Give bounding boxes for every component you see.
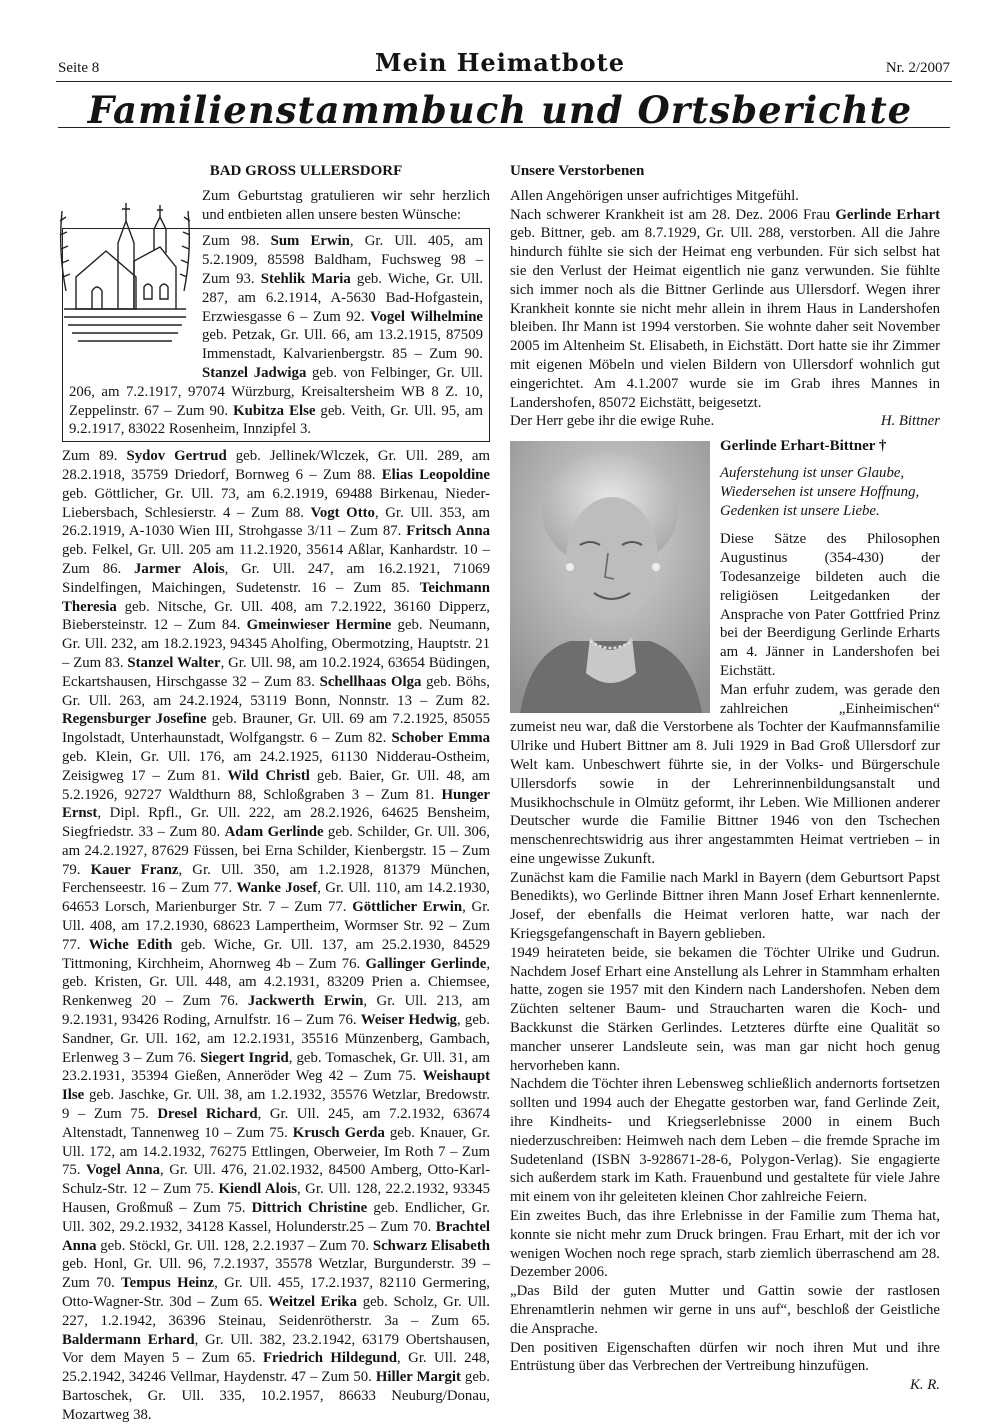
birthday-details: , Gr. Ull. 455, 17.2.1937, 82110 Germering, Otto-Wagner-Str. 30d – [62,1275,490,1311]
deceased-heading: Gerlinde Erhart-Bittner † [720,438,887,455]
masthead-logo: Mein Heimatbote [375,48,625,77]
birthday-details: geb. Veith, Gr. Ull. 95, am 9.2.1917, 83022 Rosenheim, Innzipfel 3. [69,402,483,438]
obituary-column [510,162,940,1395]
obituary-text: Nach schwerer Krankheit ist am 28. Dez. 2006 Frau Gerlinde Erhart geb. Bittner, geb. am 8.7.1929, Gr. Ull. 288, verstorben. All die Jahre hindurch fühlte sie sich der Heimat eng verbunden. Für sich selbst hat sie den Verlust der Heimat eigentlich nie ganz verwunden. Sie fühlte sich immer noch als die Bittner Gerlinde aus Ullersdorf. Wegen ihrer Krankheit konnte sie nicht mehr allein in ihrem Haus in Landershofen bleiben. Ihr Mann ist 1994 verstorben. Sie wohnte daher seit November 2005 im Altenheim St. Elisabeth, in Eichstätt. Dort hatte sie ihr Zimmer mit eigenen Möbeln und vielen Bildern von Ullersdorf wohnlich gut eingerichtet. Am 4.1.2007 wurde sie im Grab ihres Mannes in Landershofen, 85072 Eichstätt, beigesetzt. [510,206,940,411]
closing-line: Der Herr gebe ihr die ewige Ruhe. H. Bittner [510,413,940,430]
birthday-name: Vogt Otto [310,504,375,521]
birthday-name: Siegert Ingrid [200,1049,289,1066]
portrait-photo [510,441,710,713]
birthday-age: Zum 82. [435,692,490,709]
birthday-name: Hunger Ernst [62,786,490,822]
birthday-name: Tempus Heinz [121,1275,215,1292]
birthday-details: , Gr. Ull. 382, 23.2.1942, 63179 Obertshausen, Vor dem Mayen 5 – [62,1331,490,1367]
birthday-details: , Gr. Ull. 408, am 17.2.1930, 68623 Lampertheim, Wormser Str. 92 – [62,899,490,935]
birthday-age: Zum 87. [350,523,407,540]
birthday-name: Dresel Richard [157,1106,258,1123]
birthday-name: Schober Emma [391,730,491,747]
birthday-age: Zum 75. [236,1124,293,1141]
article-paragraph: Diese Sätze des Philosophen Augustinus (354-430) der Todesanzeige bildeten auch die religiösen Leitgedanken der Ansprache von Pater Gottfried Prinz bei der Beerdigung Gerlinde Erharts am 4. Jänner in Landershofen bei Eichstätt. [720,531,940,679]
birthday-details: geb. Göttlicher, Gr. Ull. 73, am 6.2.1919, 69488 Birkenau, Nieder-Liebersbach, Schlesierstr. 4 – [62,485,490,521]
birthday-name: Teichmann Theresia [62,579,490,615]
birthday-name: Regensburger Josefine [62,711,207,728]
article-paragraph: Ein zweites Buch, das ihre Erlebnisse in der Familie zum Thema hat, konnte sie nicht mehr zum Druck bringen. Frau Erhart, mit der ich vor wenigen Wochen noch rege sprach, starb ziemlich überraschend am 28. Dezember 2006. [510,1208,940,1281]
birthday-age: Zum 75. [363,1068,423,1085]
article-paragraph: Nachdem die Töchter ihren Lebensweg schließlich andernorts fortsetzen sollten und 1994 auch der Ehegatte gestorben war, fand Gerlinde Zeit, ihre Kindheits- und Kriegserlebnisse 2000 in einem Buch niederzuschreiben: Heimweh nach dem Leben – die fremde Sprache im Sudetenland (ISBN 3-928671-28-6, Polygon-Verlag). Sie engagierte sich außerdem stark im Kath. Frauenbund und gestaltete für viele Jahre mit einem von ihr geleiteten kleinen Chor zahlreiche Feiern. [510,1076,940,1206]
birthday-details: , Gr. Ull. 350, am 1.2.1928, 81379 München, Ferchenseestr. 16 – [62,861,490,897]
birthday-details: geb. Bartoschek, Gr. Ull. 335, 10.2.1957, 86633 Neuburg/Donau, Mozartweg 38. [62,1369,490,1423]
birthday-details: , Gr. Ull. 128, 22.2.1932, 93345 Hausen, Großmuß – [62,1181,490,1217]
birthday-details: , Gr. Ull. 405, am 5.2.1909, 85598 Baldham, Fuchsweg 98 – [202,233,483,269]
birthday-age: Zum 65. [210,1294,269,1311]
birthday-name: Adam Gerlinde [224,824,324,841]
birthday-age: Zum 84. [187,617,247,634]
page-number: Seite 8 [58,60,100,76]
birthday-name: Brachtel Anna [62,1218,491,1254]
birthday-age: Zum 79. [62,842,490,878]
birthday-details: , geb. Sandner, Gr. Ull. 162, am 12.2.1931, 35516 Münzenberg, Gambach, Erlenweg 3 – [62,1012,490,1066]
birthday-age: Zum 80. [169,824,225,841]
birthday-details: , geb. Kristen, Gr. Ull. 448, am 4.2.1931, 83209 Prien a. Chiemsee, Renkenweg 20 – [62,955,491,1010]
birthday-name: Friedrich Hildegund [262,1350,397,1367]
birthday-details: , Gr. Ull. 98, am 10.2.1924, 63654 Büdingen, Eckartshausen, Hirschgasse 32 – [62,654,490,690]
birthday-age: Zum 65. [431,1312,490,1329]
birthday-age: Zum 88. [322,466,382,483]
birthday-name: Baldermann Erhard [62,1331,195,1348]
birthday-age: Zum 50. [321,1369,376,1386]
article-paragraph: Zunächst kam die Familie nach Markl in Bayern (dem Geburtsort Papst Benedikts), wo Gerlinde Bittner ihren Mann Josef Erhart kennenlernte. Josef, der ebenfalls die Heimat verloren hatte, war nach der Kriegsgefangenschaft in Bayern geblieben. [510,869,940,943]
church-icon [56,191,194,367]
birthday-details: , Gr. Ull. 476, 21.02.1932, 84500 Amberg, Otto-Karl-Schulz-Str. 12 – [62,1162,490,1198]
birthday-details: geb. Schilder, Gr. Ull. 306, am 24.2.1927, 87629 Füssen, bei Erna Schilder, Kienbergstr. 15 – [62,824,490,859]
birthday-age: Zum 85. [353,579,420,596]
article-paragraph: „Das Bild der guten Mutter und Gattin sowie der rastlosen Ehrenamtlerin nehmen wir gerne in uns auf“, beschloß der Geistliche die Ansprache. [510,1283,940,1337]
birthday-name: Jarmer Alois [134,560,225,577]
birthday-name: Stanzel Walter [127,654,221,671]
birthday-age: Zum 75. [93,1106,158,1123]
birthday-details: geb. Wiche, Gr. Ull. 287, am 6.2.1914, A-5630 Bad-Hofgastein, Erzwiesgasse 6 – [202,270,484,325]
birthday-column [62,162,490,1425]
intro-text: Zum Geburtstag gratulieren wir sehr herzlich und entbieten allen unsere besten Wünsche: [202,187,490,223]
birthday-details: geb. Neumann, Gr. Ull. 232, am 18.2.1923, 94345 Aholfing, Obermotzing, Hauptstr. 21 – [62,617,491,671]
birthday-name: Schwarz Elisabeth [372,1237,490,1254]
birthday-details: geb. von Felbinger, Gr. Ull. 206, am 7.2.1917, 97074 Würzburg, Kreisaltersheim WB 8 Z. 10, Zeppelinstr. 67 – [69,364,483,419]
birthday-name: Schellhaas Olga [319,673,422,690]
birthday-name: Kubitza Else [233,402,316,419]
birthday-age: Zum 98. [202,233,271,250]
birthday-details: , geb. Tomaschek, Gr. Ull. 31, am 23.2.1931, 35394 Gießen, Anneröder Weg 42 – [62,1049,490,1085]
birthday-details: geb. Nitsche, Gr. Ull. 408, am 7.2.1922, 36160 Dipperz, Biebersteinstr. 12 – [62,598,490,634]
article-paragraph: Den positiven Eigenschaften dürfen wir noch ihren Mut und ihre Entrüstung über das Verbrechen der Vertreibung hinzufügen. [510,1339,940,1375]
birthday-list [62,447,490,1424]
birthday-age: Zum 65. [201,1350,263,1367]
birthday-name: Fritsch Anna [406,523,490,540]
birthday-age: Zum 70. [62,1275,122,1292]
birthday-name: Vogel Wilhelmine [370,308,483,325]
birthday-details: geb. Endlicher, Gr. Ull. 302, 29.2.1932, 34128 Kassel, Holunderstr.25 – [62,1200,491,1235]
birthday-details: geb. Baier, Gr. Ull. 48, am 5.2.1926, 92727 Waldthurn 88, Schloßgraben 3 – [62,767,490,803]
birthday-details: , Gr. Ull. 245, am 7.2.1932, 63674 Altenstadt, Tannenweg 10 – [62,1106,491,1141]
birthday-details: geb. Scholz, Gr. Ull. 227, 1.2.1942, 36396 Steinau, Seidenrötherstr. 3a – [62,1294,490,1329]
birthday-age: Zum 83. [73,654,128,671]
birthday-age: Zum 70. [380,1218,436,1235]
town-heading: BAD GROSS ULLERSDORF [209,163,403,179]
birthday-details: geb. Stöckl, Gr. Ull. 128, 2.2.1937 – [96,1237,319,1254]
deceased-name: Gerlinde Erhart [835,206,940,223]
birthday-age: Zum 70. [318,1237,373,1254]
birthday-age: Zum 77. [294,899,353,916]
motto-line: Wiedersehen ist unsere Hoffnung, [720,483,920,500]
signature-bittner: H. Bittner [880,413,940,430]
motto-line: Auferstehung ist unser Glaube, [720,464,905,481]
birthday-age: Zum 89. [62,448,127,465]
birthday-details: , Gr. Ull. 353, am 26.2.1919, A-1030 Wien III, Strohgasse 3/11 – [62,504,490,540]
birthday-age: Zum 75. [192,1200,252,1217]
birthday-name: Gallinger Gerlinde [365,955,487,972]
birthday-details: geb. Felkel, Gr. Ull. 205 am 11.2.1920, 35614 Aßlar, Kanhardstr. 10 – [62,542,490,559]
birthday-name: Stehlik Maria [260,270,351,287]
birthday-details: , Gr. Ull. 213, am 9.2.1931, 93426 Roding, Arnulfstr. 16 – [62,993,491,1029]
birthday-name: Weiser Hedwig [360,1012,457,1029]
motto-line: Gedenken ist unsere Liebe. [720,502,880,519]
birthday-age: Zum 75. [163,1181,219,1198]
birthday-name: Sum Erwin [270,233,350,250]
birthday-name: Krusch Gerda [292,1124,385,1141]
birthday-name: Stanzel Jadwiga [202,364,307,381]
birthday-name: Wanke Josef [236,880,318,897]
birthday-age: Zum 90. [429,346,483,363]
birthday-age: Zum 92. [312,308,371,325]
birthday-age: Zum 76. [308,955,366,972]
birthday-age: Zum 82. [334,730,392,747]
birthday-details: geb. Honl, Gr. Ull. 96, 7.2.1937, 35578 Wetzlar, Burgunderstr. 39 – [62,1256,490,1273]
birthday-age: Zum 76. [145,1049,201,1066]
birthday-name: Vogel Anna [86,1162,161,1179]
birthday-name: Jackwerth Erwin [247,993,364,1010]
birthday-name: Sydov Gertrud [126,448,227,465]
birthday-name: Wiche Edith [88,936,173,953]
birthday-age: Zum 76. [182,993,248,1010]
birthday-age: Zum 81. [380,786,442,803]
article-paragraph: 1949 heirateten beide, sie bekamen die Töchter Ulrike und Gudrun. Nachdem Josef Erhart eine Anstellung als Lehrer in Stammham erhalten hatte, zogen sie 1957 mit den Kindern nach Landershofen. Neben dem Züchten seltener Baum- und Straucharten waren die Koch- und Backkunst die Stärken Gerlindes. Letzteres dürfte eine Qualität so mancher unserer Landsleute sein, was man gar nicht hoch genug hervorheben kann. [510,944,940,1074]
birthday-details: geb. Jellinek/Wlczek, Gr. Ull. 289, am 28.2.1918, 35759 Driedorf, Bornweg 6 – [62,448,491,483]
obituary-heading: Unsere Verstorbenen [510,163,645,179]
birthday-details: geb. Klein, Gr. Ull. 176, am 24.2.1925, 61130 Nidderau-Ostheim, Zeisigweg 17 – [62,748,490,784]
birthday-name: Wild Christl [227,767,310,784]
birthday-age: Zum 81. [166,767,228,784]
birthday-age: Zum 93. [202,270,261,287]
article-paragraph: Man erfuhr zudem, was gerade den zahlreichen „Einheimischen“ zumeist neu war, daß die Verstorbene als Tochter der Kaufmannsfamilie Ulrike und Hubert Bittner am 8. Juli 1929 in Bad Groß Ullersdorf zur Welt kam. Unbeschwert führte sie, in der Volks- und Bürgerschule Ullersdorfs sowie in der Lehrerinnenbildungsanstalt und Musikhochschule in Olmütz geformt, ihr Leben. Wie Millionen anderer Deutscher wurde die Familie Bittner 1946 von den Tschechen menschenrechtswidrig aus ihrer angestammten Heimat vertrieben – in eine ungewisse Zukunft. [510,681,940,867]
birthday-details: , Gr. Ull. 248, 25.2.1942, 34246 Vellmar, Haydenstr. 47 – [62,1350,490,1386]
birthday-age: Zum 83. [263,673,320,690]
birthday-details: , Gr. Ull. 247, am 16.2.1921, 71069 Sindelfingen, Maichingen, Sudetenstr. 16 – [62,560,490,596]
birthday-age: Zum 77. [62,918,490,953]
birthday-age: Zum 76. [305,1012,361,1029]
obituary-article [510,437,940,1395]
birthday-age: Zum 77. [181,880,237,897]
birthday-age: Zum 90. [176,402,234,419]
birthday-details: geb. Petzak, Gr. Ull. 66, am 13.2.1915, 87509 Immenstadt, Kalvarienbergstr. 85 – [202,327,483,363]
birthday-name: Weishaupt Ilse [62,1068,490,1104]
birthday-details: geb. Brauner, Gr. Ull. 69 am 7.2.1925, 85055 Ingolstadt, Unterhaunstadt, Wolfgangstr. 6 – [62,711,490,747]
birthday-name: Hiller Margit [375,1369,461,1386]
birthday-name: Weitzel Erika [268,1294,357,1311]
birthday-name: Elias Leopoldine [381,466,490,483]
birthday-name: Kiendl Alois [218,1181,297,1198]
birthday-details: geb. Jaschke, Gr. Ull. 38, am 1.2.1932, 35576 Wetzlar, Bredowstr. 9 – [62,1087,490,1123]
birthday-name: Göttlicher Erwin [352,899,463,916]
birthday-age: Zum 75. [62,1143,490,1179]
birthday-details: geb. Böhs, Gr. Ull. 263, am 24.2.1924, 53119 Bonn, Nonnstr. 13 – [62,673,491,709]
title-rule [58,127,950,128]
birthday-age: Zum 88. [250,504,311,521]
birthday-details: geb. Wiche, Gr. Ull. 137, am 25.2.1930, 84529 Tittmoning, Kirchheim, Ahornweg 4b – [62,936,490,972]
issue-number: Nr. 2/2007 [885,60,950,76]
birthday-details: , Gr. Ull. 110, am 14.2.1930, 64653 Lorsch, Marienburger Str. 7 – [62,880,491,916]
birthday-details: geb. Knauer, Gr. Ull. 172, am 14.2.1932, 76275 Ettlingen, Oberweier, Im Roth 7 – [62,1124,491,1160]
condolence-text: Allen Angehörigen unser aufrichtiges Mitgefühl. [510,187,799,204]
birthday-name: Kauer Franz [90,861,179,878]
birthday-age: Zum 86. [62,560,135,577]
birthday-name: Gmeinwieser Hermine [246,617,392,634]
header-rule [56,81,952,82]
birthday-details: , Dipl. Rpfl., Gr. Ull. 222, am 28.2.1926, 64625 Bensheim, Siegfriedstr. 33 – [62,805,490,841]
section-title: Familienstammbuch und Ortsberichte [87,88,913,132]
signature-kr: K. R. [909,1377,940,1394]
birthday-name: Dittrich Christine [251,1200,368,1217]
